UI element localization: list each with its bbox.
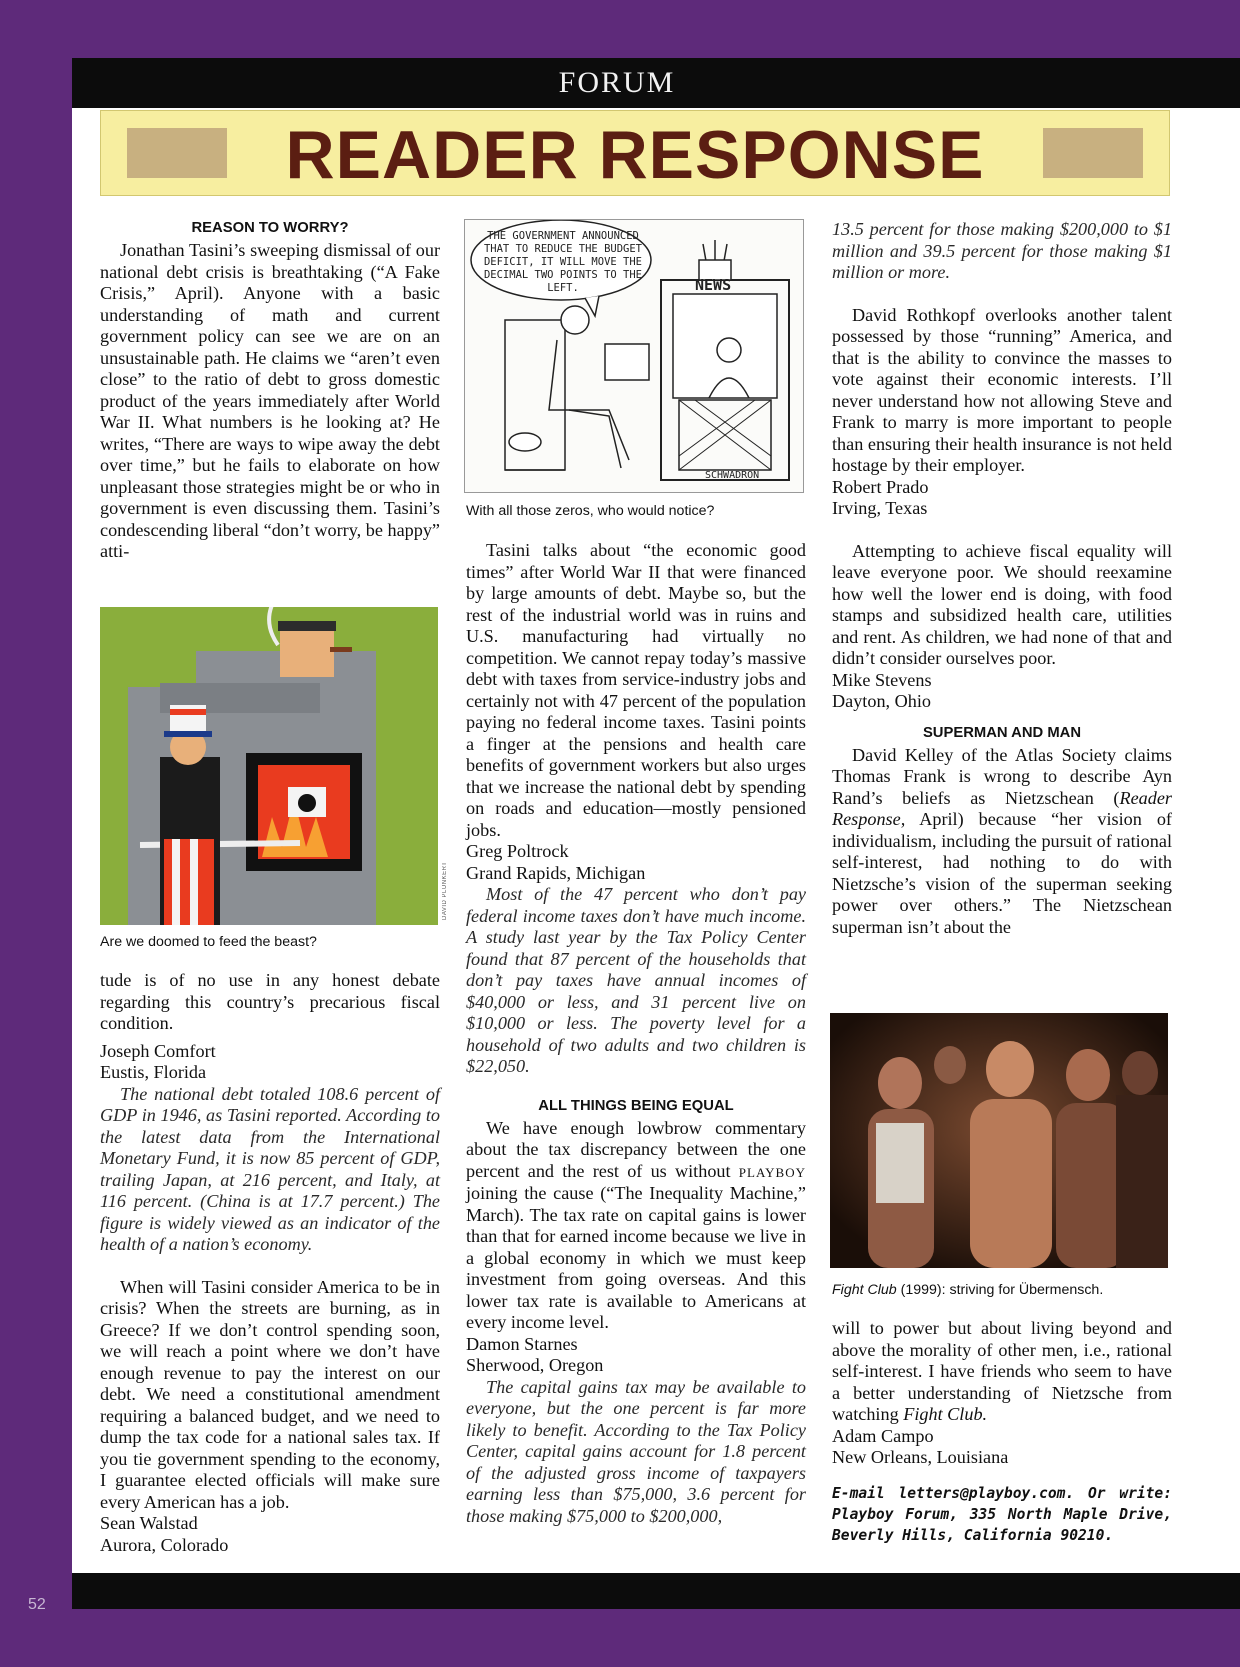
bottom-bar	[72, 1573, 1240, 1609]
title-banner	[100, 110, 1170, 196]
signature-place: Aurora, Colorado	[100, 1534, 229, 1555]
column-3-bottom	[832, 1318, 1172, 1546]
contact-info[interactable]: E-mail letters@playboy.com. Or write: Playboy Forum, 335 North Maple Drive, Beverly Hills, California 90210.	[832, 1484, 1172, 1544]
signature-name: Robert Prado	[832, 476, 929, 497]
illustration-credit: DAVID PLUNKERT	[442, 861, 448, 920]
editor-note-capital-gains: The capital gains tax may be available to everyone, but the one percent is far more likely to benefit. According to the Tax Policy Center, capital gains account for 1.8 percent of the adjusted gross income of taxpayers earning less than $75,000, 3.6 percent for those making $75,000 to $200,000,	[466, 1376, 806, 1526]
letter-walstad: When will Tasini consider America to be in crisis? When the streets are burning, as in Greece? If we don’t control spending soon, we will reach a point where we don’t have enough revenue to pay the interest on our debt. We need a constitutional amendment requiring a balanced budget, and we need to dump the tax code for a national sales tax. If you tie government spending to the economy, I guarantee elected officials will make sure every American has a job.	[100, 1276, 440, 1512]
signature-place: New Orleans, Louisiana	[832, 1447, 1009, 1467]
debt-illustration	[100, 607, 438, 925]
photo-caption: Fight Club (1999): striving for Übermensch.	[832, 1282, 1104, 1298]
signature-name: Mike Stevens	[832, 669, 932, 690]
column-1-bottom	[100, 970, 440, 1556]
letter-stevens: Attempting to achieve fiscal equality will leave everyone poor. We should reexamine how well the lower end is doing, with food stamps and subsidized health care, utilities and rent. As children, we had none of that and didn’t consider ourselves poor.	[832, 540, 1172, 668]
playboy-small-caps: PLAYBOY	[738, 1164, 806, 1180]
cartoon-tv-label: NEWS	[695, 276, 732, 294]
column-3-top	[832, 219, 1172, 938]
cartoon-signature: SCHWADRON	[705, 470, 760, 481]
signature-name: Sean Walstad	[100, 1513, 198, 1533]
heading-superman-and-man: SUPERMAN AND MAN	[922, 724, 1082, 741]
signature-name: Damon Starnes	[466, 1333, 578, 1354]
banner-ornament-right	[1043, 128, 1143, 178]
letter-poltrock: Tasini talks about “the economic good times” after World War II that were financed by large amounts of debt. Maybe so, but the rest of the industrial world was in ruins and U.S. manufacturing had virtually no competition. We cannot repay today’s massive debt with taxes from service-industry jobs and certainly not with 47 percent of the population paying no federal income taxes. Tasini points a finger at the pensions and health care benefits of government workers but also urges that we increase the national debt by spending on roads and education—mostly pensioned jobs.	[466, 540, 806, 840]
letter-campo-part1: David Kelley of the Atlas Society claims Thomas Frank is wrong to describe Ayn Rand’s beliefs as Nietzschean (Reader Response, April) because “her vision of individualism, including the pursuit of rational self-interest, had nothing to do with Nietzsche’s vision of the superman seeking power over others.” The Nietzschean superman isn’t about the	[832, 744, 1172, 937]
editor-note-taxes: Most of the 47 percent who don’t pay federal income taxes don’t have much income. A study last year by the Tax Policy Center found that 87 percent of the households that don’t pay taxes have annual incomes of $40,000 or less, and 31 percent live on $10,000 or less. The poverty level for a household of two adults and two children is $22,050.	[466, 884, 806, 1076]
signature-place: Grand Rapids, Michigan	[466, 862, 646, 883]
letter-prado: David Rothkopf overlooks another talent possessed by those “running” America, and that is the ability to convince the masses to vote against their economic interests. I’ll never understand how not allowing Steve and Frank to marry is more important to people than ensuring their health insurance is not held hostage by their employer.	[832, 304, 1172, 475]
column-2	[466, 540, 806, 1527]
signature-place: Sherwood, Oregon	[466, 1355, 604, 1375]
letter-comfort-part1: Jonathan Tasini’s sweeping dismissal of our national debt crisis is breathtaking (“A Fake Crisis,” April). Anyone with a basic understanding of math and current government policy can see we are on an unsustainable path. He claims we “aren’t even close” to the ratio of debt to gross domestic product of the years immediately after World War II. What numbers is he looking at? He writes, “There are ways to wipe away the debt over time,” but he fails to elaborate on how unpleasant those strategies might be or who in government is even discussing them. Tasini’s condescending liberal “don’t worry, be happy” atti-	[100, 240, 440, 561]
fight-club-photo	[830, 1013, 1168, 1268]
illustration-caption: Are we doomed to feed the beast?	[100, 934, 317, 950]
letter-comfort-part2: tude is of no use in any honest debate regarding this country’s precarious fiscal condition.	[100, 970, 440, 1033]
column-1-top	[100, 218, 440, 563]
letter-starnes: We have enough lowbrow commentary about the tax discrepancy between the one percent and the rest of us without PLAYBOY joining the cause (“The Inequality Machine,” March). The tax rate on capital gains is lower than that for earned income because we live in a global economy in which we must keep investment from going overseas. And this lower tax rate is available to Americans at every income level.	[466, 1117, 806, 1332]
heading-reason-to-worry: REASON TO WORRY?	[191, 220, 349, 236]
cartoon-speech-bubble: THE GOVERNMENT ANNOUNCED THAT TO REDUCE THE BUDGET DEFICIT, IT WILL MOVE THE DECIMAL TWO POINTS TO THE LEFT.	[483, 230, 643, 294]
editor-note-debt: The national debt totaled 108.6 percent of GDP in 1946, as Tasini reported. According to the latest data from the International Monetary Fund, it is now 85 percent of GDP, trailing Japan, at 216 percent, and Italy, at 116 percent. (China is at 17.7 percent.) The figure is widely viewed as an indicator of the health of a nation’s economy.	[100, 1083, 440, 1254]
signature-place: Eustis, Florida	[100, 1062, 207, 1082]
cartoon-caption: With all those zeros, who would notice?	[466, 503, 715, 519]
cartoon	[464, 219, 804, 493]
signature-name: Joseph Comfort	[100, 1040, 216, 1061]
signature-name: Adam Campo	[832, 1425, 934, 1446]
signature-name: Greg Poltrock	[466, 841, 569, 861]
signature-place: Dayton, Ohio	[832, 691, 932, 711]
letter-campo-part2: will to power but about living beyond and above the morality of other men, i.e., rational self-interest. I have friends who seem to have a better understanding of Nietzsche from watching Fight Club.	[832, 1318, 1172, 1424]
page-title: READER RESPONSE	[285, 117, 985, 193]
heading-all-things-equal: ALL THINGS BEING EQUAL	[538, 1097, 734, 1114]
signature-place: Irving, Texas	[832, 498, 928, 518]
section-label: FORUM	[558, 66, 676, 99]
banner-ornament-left	[127, 128, 227, 178]
editor-note-capital-gains-cont: 13.5 percent for those making $200,000 to $1 million and 39.5 percent for those making $1 million or more.	[832, 219, 1172, 282]
page-number: 52	[28, 1596, 46, 1613]
